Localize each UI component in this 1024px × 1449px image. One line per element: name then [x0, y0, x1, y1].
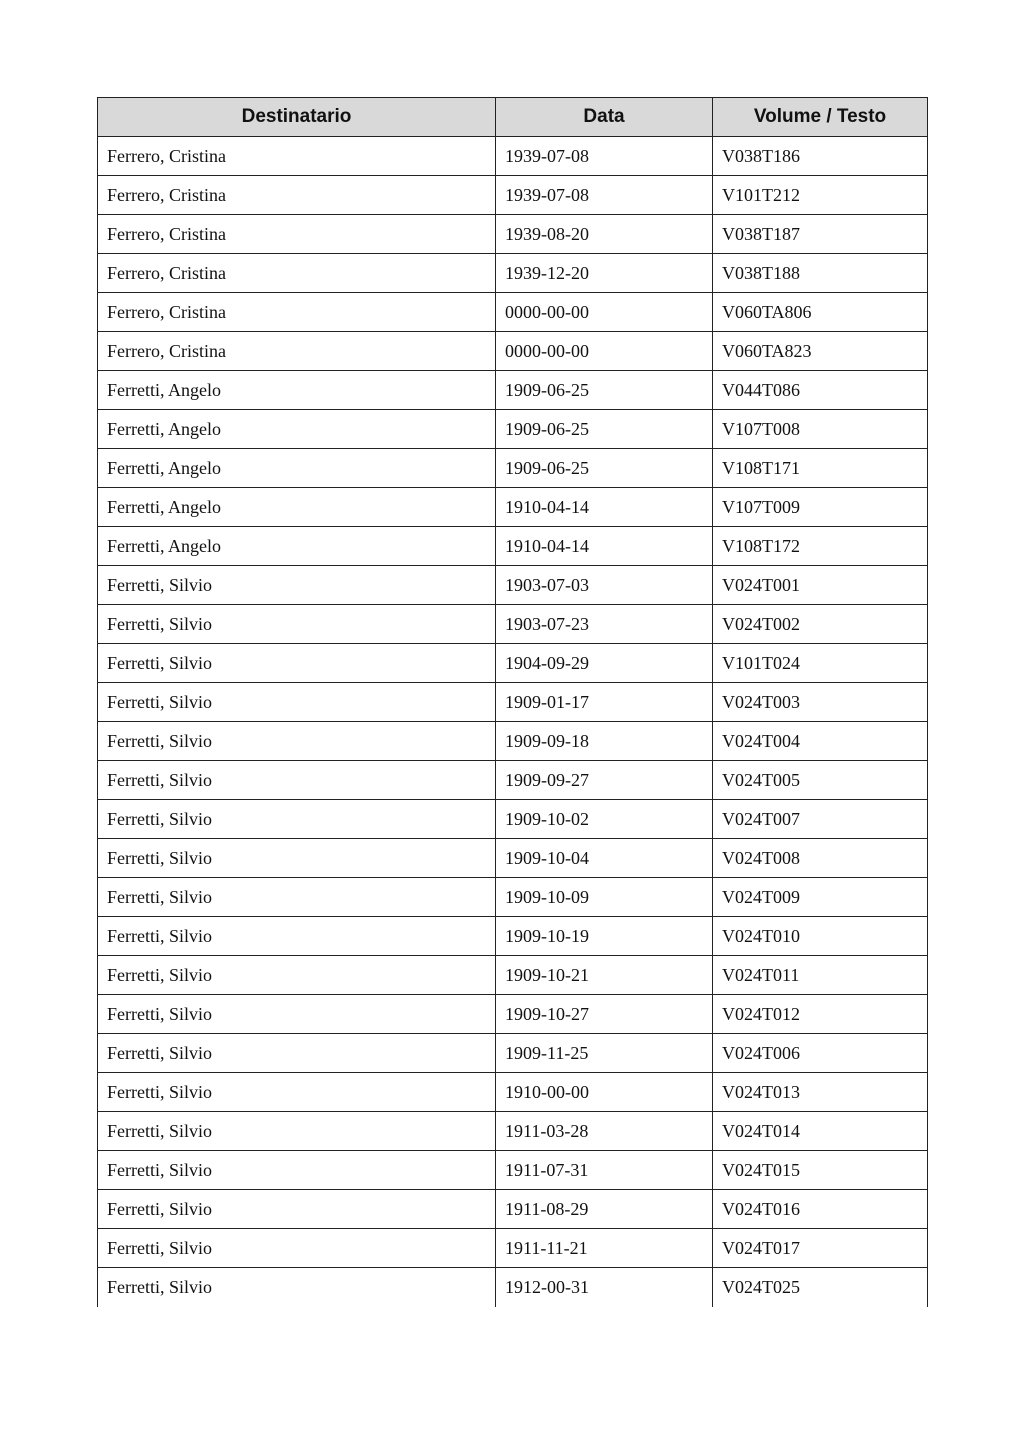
cell-destinatario: Ferretti, Silvio	[98, 956, 496, 995]
cell-data: 1904-09-29	[496, 644, 713, 683]
cell-destinatario: Ferretti, Silvio	[98, 878, 496, 917]
cell-volume-testo: V024T007	[713, 800, 928, 839]
cell-volume-testo: V107T008	[713, 410, 928, 449]
cell-volume-testo: V024T003	[713, 683, 928, 722]
cell-destinatario: Ferretti, Silvio	[98, 1190, 496, 1229]
cell-data: 1909-09-18	[496, 722, 713, 761]
cell-destinatario: Ferrero, Cristina	[98, 254, 496, 293]
document-page	[97, 97, 927, 1307]
cell-volume-testo: V108T172	[713, 527, 928, 566]
table-row	[98, 410, 928, 449]
table-row	[98, 917, 928, 956]
table-row	[98, 1151, 928, 1190]
cell-volume-testo: V024T011	[713, 956, 928, 995]
cell-volume-testo: V024T009	[713, 878, 928, 917]
cell-destinatario: Ferretti, Silvio	[98, 917, 496, 956]
cell-volume-testo: V101T212	[713, 176, 928, 215]
cell-destinatario: Ferrero, Cristina	[98, 332, 496, 371]
cell-destinatario: Ferretti, Silvio	[98, 605, 496, 644]
cell-volume-testo: V024T001	[713, 566, 928, 605]
cell-data: 1910-04-14	[496, 527, 713, 566]
cell-destinatario: Ferretti, Silvio	[98, 1073, 496, 1112]
cell-data: 1939-08-20	[496, 215, 713, 254]
table-row	[98, 371, 928, 410]
cell-data: 1911-03-28	[496, 1112, 713, 1151]
table-row	[98, 800, 928, 839]
cell-data: 1939-12-20	[496, 254, 713, 293]
header-destinatario: Destinatario	[98, 98, 496, 137]
cell-data: 1939-07-08	[496, 176, 713, 215]
cell-volume-testo: V024T005	[713, 761, 928, 800]
table-row	[98, 761, 928, 800]
table-row	[98, 995, 928, 1034]
cell-destinatario: Ferretti, Silvio	[98, 1268, 496, 1307]
table-row	[98, 683, 928, 722]
cell-destinatario: Ferretti, Silvio	[98, 683, 496, 722]
letters-table	[97, 97, 928, 1307]
table-row	[98, 605, 928, 644]
cell-volume-testo: V060TA823	[713, 332, 928, 371]
cell-data: 1909-10-21	[496, 956, 713, 995]
table-row	[98, 644, 928, 683]
cell-destinatario: Ferretti, Silvio	[98, 644, 496, 683]
cell-data: 1909-06-25	[496, 371, 713, 410]
cell-destinatario: Ferrero, Cristina	[98, 176, 496, 215]
cell-destinatario: Ferretti, Silvio	[98, 1112, 496, 1151]
table-row	[98, 488, 928, 527]
cell-data: 1909-01-17	[496, 683, 713, 722]
cell-data: 1909-06-25	[496, 410, 713, 449]
table-row	[98, 527, 928, 566]
cell-volume-testo: V024T017	[713, 1229, 928, 1268]
cell-data: 1911-11-21	[496, 1229, 713, 1268]
cell-volume-testo: V024T015	[713, 1151, 928, 1190]
cell-volume-testo: V038T186	[713, 137, 928, 176]
table-row	[98, 1268, 928, 1307]
cell-data: 1909-10-19	[496, 917, 713, 956]
table-row	[98, 878, 928, 917]
cell-data: 1909-10-02	[496, 800, 713, 839]
cell-data: 1909-09-27	[496, 761, 713, 800]
table-row	[98, 215, 928, 254]
table-row	[98, 566, 928, 605]
cell-volume-testo: V038T187	[713, 215, 928, 254]
cell-destinatario: Ferretti, Angelo	[98, 371, 496, 410]
cell-data: 1911-08-29	[496, 1190, 713, 1229]
cell-destinatario: Ferretti, Angelo	[98, 449, 496, 488]
cell-data: 1910-00-00	[496, 1073, 713, 1112]
cell-data: 1909-10-04	[496, 839, 713, 878]
table-row	[98, 839, 928, 878]
cell-data: 1912-00-31	[496, 1268, 713, 1307]
cell-data: 1909-06-25	[496, 449, 713, 488]
table-body	[98, 137, 928, 1307]
cell-volume-testo: V024T012	[713, 995, 928, 1034]
table-row	[98, 956, 928, 995]
cell-volume-testo: V108T171	[713, 449, 928, 488]
header-data: Data	[496, 98, 713, 137]
cell-destinatario: Ferretti, Silvio	[98, 1229, 496, 1268]
table-row	[98, 254, 928, 293]
cell-data: 1909-10-09	[496, 878, 713, 917]
cell-volume-testo: V038T188	[713, 254, 928, 293]
table-row	[98, 1073, 928, 1112]
cell-destinatario: Ferretti, Silvio	[98, 761, 496, 800]
table-row	[98, 1034, 928, 1073]
table-row	[98, 722, 928, 761]
table-row	[98, 332, 928, 371]
cell-volume-testo: V024T014	[713, 1112, 928, 1151]
cell-volume-testo: V024T013	[713, 1073, 928, 1112]
header-volume-testo: Volume / Testo	[713, 98, 928, 137]
cell-volume-testo: V024T008	[713, 839, 928, 878]
cell-destinatario: Ferretti, Silvio	[98, 566, 496, 605]
table-row	[98, 449, 928, 488]
cell-data: 1911-07-31	[496, 1151, 713, 1190]
cell-destinatario: Ferretti, Silvio	[98, 722, 496, 761]
table-row	[98, 1190, 928, 1229]
table-row	[98, 176, 928, 215]
cell-volume-testo: V044T086	[713, 371, 928, 410]
cell-destinatario: Ferretti, Angelo	[98, 410, 496, 449]
cell-data: 1909-11-25	[496, 1034, 713, 1073]
cell-destinatario: Ferretti, Silvio	[98, 995, 496, 1034]
cell-destinatario: Ferrero, Cristina	[98, 293, 496, 332]
cell-volume-testo: V024T025	[713, 1268, 928, 1307]
cell-destinatario: Ferretti, Silvio	[98, 1151, 496, 1190]
cell-data: 0000-00-00	[496, 293, 713, 332]
table-row	[98, 293, 928, 332]
cell-data: 1903-07-23	[496, 605, 713, 644]
cell-data: 1939-07-08	[496, 137, 713, 176]
cell-volume-testo: V060TA806	[713, 293, 928, 332]
cell-destinatario: Ferretti, Silvio	[98, 839, 496, 878]
cell-volume-testo: V107T009	[713, 488, 928, 527]
cell-volume-testo: V024T002	[713, 605, 928, 644]
cell-data: 0000-00-00	[496, 332, 713, 371]
cell-data: 1909-10-27	[496, 995, 713, 1034]
cell-destinatario: Ferretti, Silvio	[98, 800, 496, 839]
cell-volume-testo: V101T024	[713, 644, 928, 683]
table-header-row	[98, 98, 928, 137]
table-row	[98, 1229, 928, 1268]
cell-destinatario: Ferretti, Angelo	[98, 527, 496, 566]
cell-volume-testo: V024T004	[713, 722, 928, 761]
table-row	[98, 1112, 928, 1151]
cell-destinatario: Ferrero, Cristina	[98, 215, 496, 254]
cell-data: 1910-04-14	[496, 488, 713, 527]
cell-data: 1903-07-03	[496, 566, 713, 605]
cell-destinatario: Ferretti, Angelo	[98, 488, 496, 527]
cell-volume-testo: V024T010	[713, 917, 928, 956]
cell-destinatario: Ferrero, Cristina	[98, 137, 496, 176]
cell-volume-testo: V024T006	[713, 1034, 928, 1073]
cell-volume-testo: V024T016	[713, 1190, 928, 1229]
table-row	[98, 137, 928, 176]
cell-destinatario: Ferretti, Silvio	[98, 1034, 496, 1073]
